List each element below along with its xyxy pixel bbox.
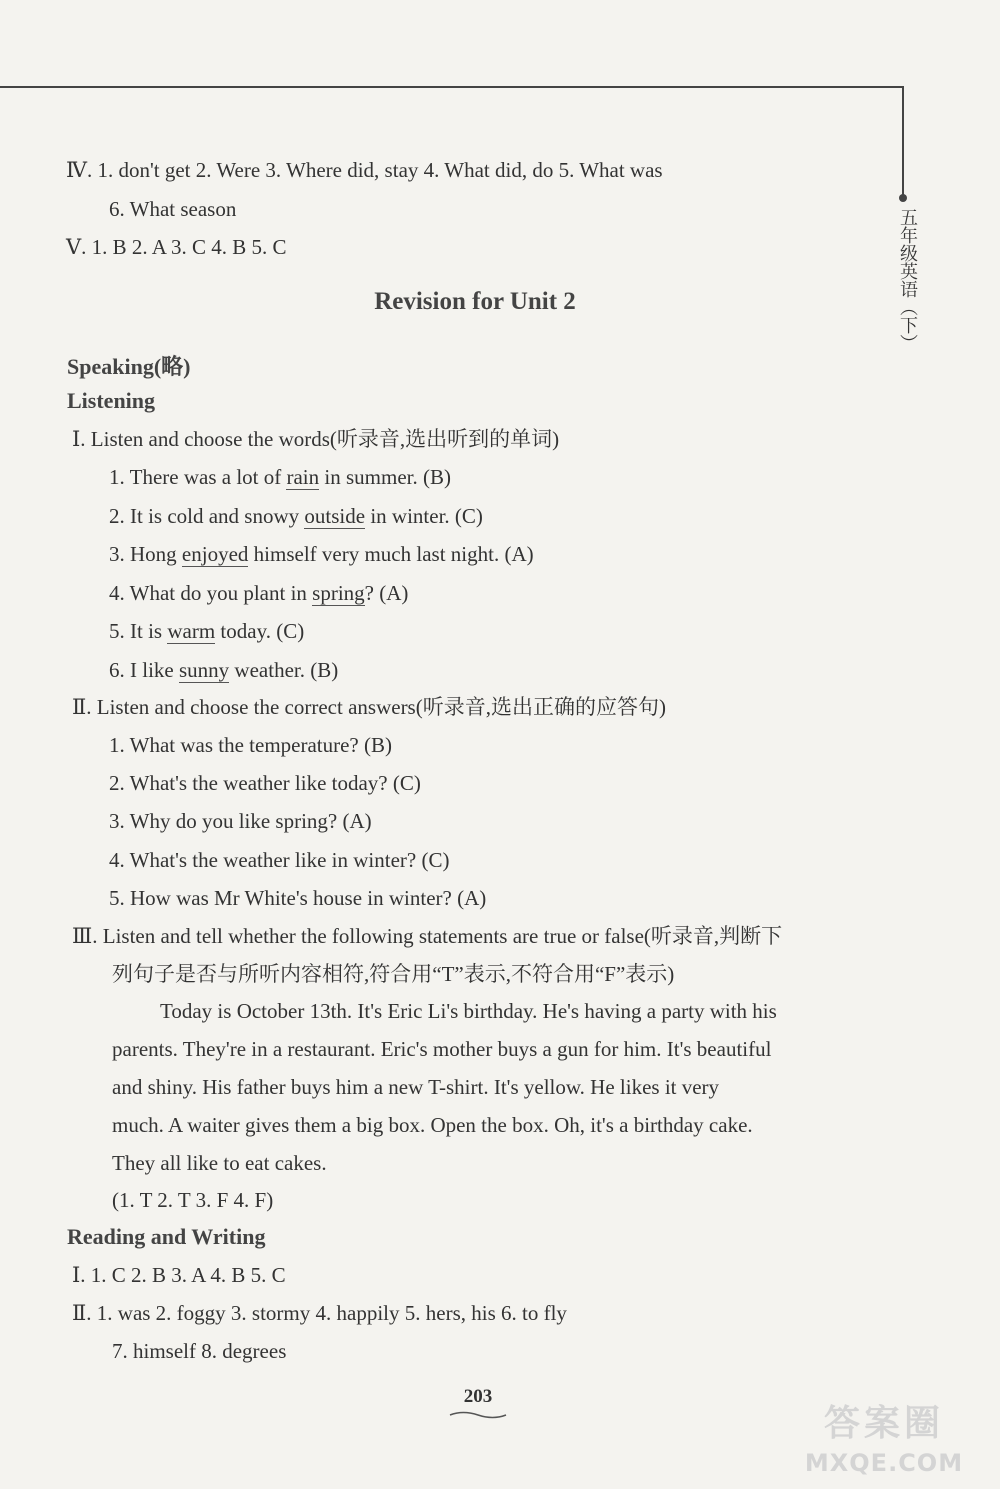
passage-line: and shiny. His father buys him a new T-shirt. It's yellow. He likes it very: [112, 1075, 720, 1099]
item-text: in winter. (C): [365, 503, 483, 528]
watermark-top: 答案圈: [823, 1403, 944, 1444]
header-rule: [0, 86, 904, 88]
passage-line: They all like to eat cakes.: [112, 1151, 327, 1175]
underlined-word: sunny: [178, 657, 230, 682]
item-text: ? (A): [364, 580, 409, 605]
reading-writing-heading: Reading and Writing: [67, 1224, 266, 1249]
reading-answers-ii-line2: 7. himself 8. degrees: [112, 1339, 287, 1363]
answers-v-line: Ⅴ. 1. B 2. A 3. C 4. B 5. C: [66, 235, 287, 259]
reading-answers-i: Ⅰ. 1. C 2. B 3. A 4. B 5. C: [72, 1263, 286, 1287]
item-text: today. (C): [215, 619, 305, 643]
underlined-word: enjoyed: [181, 542, 249, 566]
side-rule: [902, 86, 904, 198]
passage-line: much. A waiter gives them a big box. Open the box. Oh, it's a birthday cake.: [112, 1113, 753, 1137]
item-text: 3. Hong: [109, 542, 182, 566]
passage-line: parents. They're in a restaurant. Eric's mother buys a gun for him. It's beautiful: [112, 1037, 772, 1061]
item-text: 4. What do you plant in: [109, 580, 313, 605]
listening-part1-item: [109, 540, 534, 568]
underlined-word: outside: [304, 503, 366, 528]
listening-part1-item: [109, 656, 338, 684]
watermark-bottom: MXQE.COM: [804, 1449, 964, 1477]
page-number-ornament: [448, 1410, 508, 1420]
side-rule-dot: [899, 194, 907, 202]
listening-part1-heading: Ⅰ. Listen and choose the words(听录音,选出听到的单词): [72, 427, 560, 451]
item-text: 2. It is cold and snowy: [109, 503, 305, 528]
listening-part2-heading: Ⅱ. Listen and choose the correct answers(听录音,选出正确的应答句): [72, 695, 666, 719]
underlined-word: rain: [286, 465, 320, 489]
item-text: 1. There was a lot of: [109, 465, 287, 489]
item-text: in summer. (B): [319, 465, 451, 489]
listening-part2-item: 4. What's the weather like in winter? (C): [109, 847, 450, 872]
item-text: himself very much last night. (A): [248, 542, 534, 566]
page-title: Revision for Unit 2: [374, 288, 576, 315]
listening-part2-item: 2. What's the weather like today? (C): [109, 771, 421, 796]
item-text: 6. I like: [109, 657, 179, 682]
answers-iv-line2: 6. What season: [109, 197, 237, 221]
listening-part2-item: 5. How was Mr White's house in winter? (A): [109, 885, 487, 910]
listening-part3-answers: (1. T 2. T 3. F 4. F): [112, 1188, 274, 1212]
listening-part3-heading-2: 列句子是否与所听内容相符,符合用“T”表示,不符合用“F”表示): [112, 962, 675, 986]
underlined-word: spring: [312, 580, 365, 605]
speaking-heading: Speaking(略): [67, 354, 191, 379]
underlined-word: warm: [167, 619, 216, 643]
listening-heading: Listening: [67, 388, 156, 413]
listening-part2-item: 1. What was the temperature? (B): [109, 733, 392, 757]
passage-line: Today is October 13th. It's Eric Li's birthday. He's having a party with his: [160, 999, 777, 1023]
listening-part1-item: [109, 463, 451, 491]
answers-iv-line1: Ⅳ. 1. don't get 2. Were 3. Where did, stay 4. What did, do 5. What was: [66, 158, 663, 182]
side-label: 五年级英语（下）: [897, 208, 918, 352]
reading-answers-ii-line1: Ⅱ. 1. was 2. foggy 3. stormy 4. happily 5. hers, his 6. to fly: [72, 1301, 567, 1325]
item-text: 5. It is: [109, 619, 168, 643]
watermark-logo: [784, 1400, 984, 1486]
item-text: weather. (B): [229, 657, 339, 682]
listening-part1-item: [109, 617, 304, 645]
listening-part3-heading-1: Ⅲ. Listen and tell whether the following statements are true or false(听录音,判断下: [72, 924, 783, 948]
listening-part1-item: [109, 502, 483, 530]
listening-part2-item: 3. Why do you like spring? (A): [109, 809, 372, 834]
listening-part1-item: [109, 579, 408, 607]
page-number: 203: [463, 1386, 493, 1407]
